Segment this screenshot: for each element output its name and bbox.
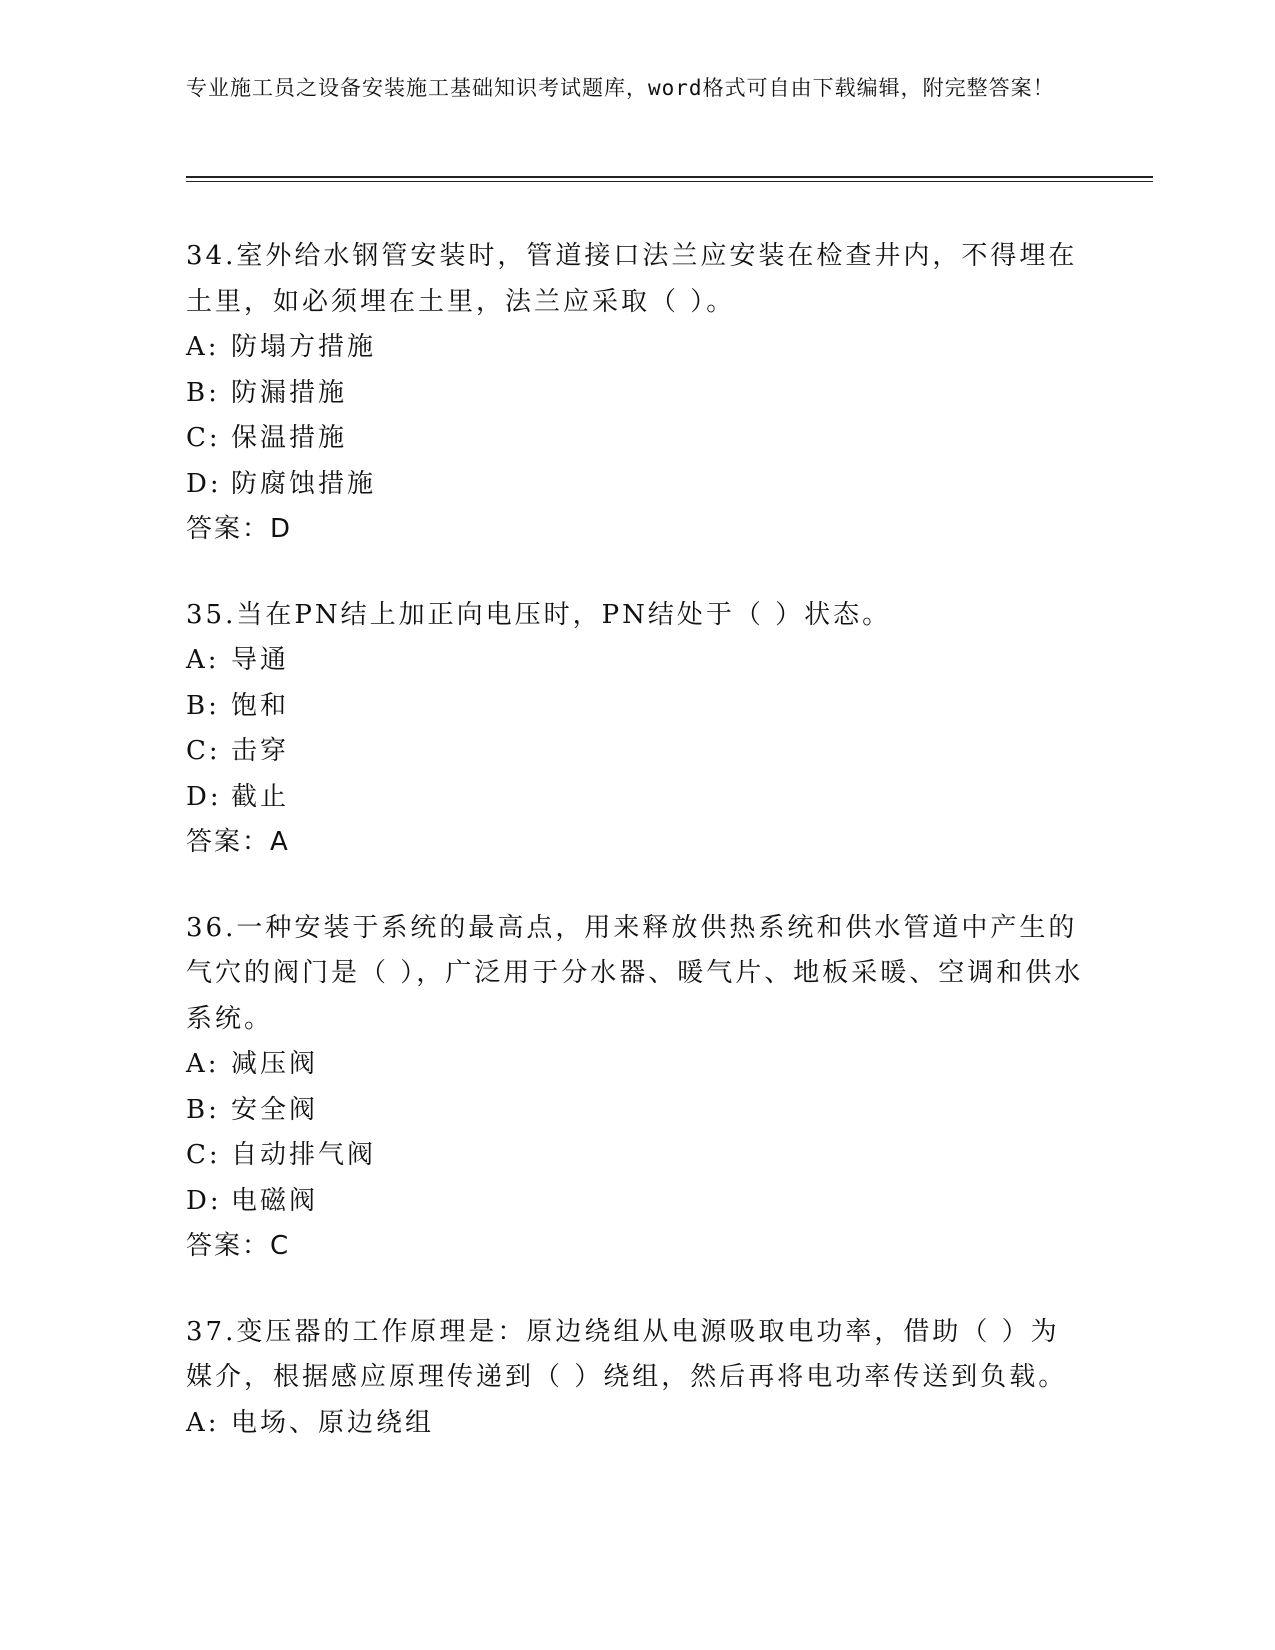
question-stem: 35.当在PN结上加正向电压时，PN结处于（ ）状态。 <box>186 599 892 630</box>
option-label: C: <box>186 423 221 453</box>
option-text: 击穿 <box>231 736 290 766</box>
option-text: 导通 <box>231 645 290 675</box>
question-37 <box>186 1310 1086 1447</box>
option-label: C: <box>186 1140 221 1170</box>
header-divider-thin <box>186 181 1153 182</box>
question-stem: 34.室外给水钢管安装时，管道接口法兰应安装在检查井内，不得埋在土里，如必须埋在土里，法兰应采取（ ）。 <box>186 241 1078 317</box>
document-header: 专业施工员之设备安装施工基础知识考试题库，word格式可自由下载编辑，附完整答案！ <box>186 76 1055 100</box>
option-label: D: <box>186 468 222 499</box>
question-stem: 36.一种安装于系统的最高点，用来释放供热系统和供水管道中产生的气穴的阀门是（ ），广泛用于分水器、暖气片、地板采暖、空调和供水系统。 <box>186 912 1084 1034</box>
option-a <box>186 638 1086 684</box>
option-text: 安全阀 <box>231 1094 319 1125</box>
option-label: A: <box>186 332 220 362</box>
option-a <box>186 1401 1086 1447</box>
option-label: C: <box>186 736 221 766</box>
option-text: 保温措施 <box>231 423 348 453</box>
option-b <box>186 684 1086 730</box>
option-text: 防塌方措施 <box>231 332 377 362</box>
option-text: 防腐蚀措施 <box>231 468 377 499</box>
option-label: A: <box>186 1407 220 1438</box>
option-text: 电磁阀 <box>231 1185 319 1216</box>
option-text: 自动排气阀 <box>231 1140 377 1170</box>
option-text: 饱和 <box>231 690 290 721</box>
option-label: B: <box>186 377 220 408</box>
option-text: 电场、原边绕组 <box>231 1407 435 1438</box>
question-34 <box>186 234 1086 553</box>
option-label: A: <box>186 645 220 675</box>
option-a <box>186 1042 1086 1088</box>
option-label: A: <box>186 1049 220 1079</box>
option-c <box>186 1133 1086 1179</box>
option-d <box>186 775 1086 821</box>
header-divider-thick <box>186 176 1153 178</box>
option-b <box>186 1088 1086 1134</box>
option-label: B: <box>186 1094 220 1125</box>
option-label: D: <box>186 781 222 812</box>
option-label: B: <box>186 690 220 721</box>
question-list <box>186 234 1086 1486</box>
option-b <box>186 371 1086 417</box>
question-stem: 37.变压器的工作原理是：原边绕组从电源吸取电功率，借助（ ）为媒介，根据感应原理传递到（ ）绕组，然后再将电功率传送到负载。 <box>186 1316 1068 1392</box>
question-35 <box>186 593 1086 866</box>
option-text: 截止 <box>231 781 290 812</box>
option-d <box>186 462 1086 508</box>
answer: 答案：C <box>186 1231 291 1261</box>
option-text: 减压阀 <box>231 1049 319 1079</box>
option-d <box>186 1179 1086 1225</box>
option-label: D: <box>186 1185 222 1216</box>
option-text: 防漏措施 <box>231 377 348 408</box>
option-a <box>186 325 1086 371</box>
answer: 答案：A <box>186 827 290 857</box>
option-c <box>186 416 1086 462</box>
answer: 答案：D <box>186 514 293 544</box>
question-36 <box>186 906 1086 1270</box>
option-c <box>186 729 1086 775</box>
